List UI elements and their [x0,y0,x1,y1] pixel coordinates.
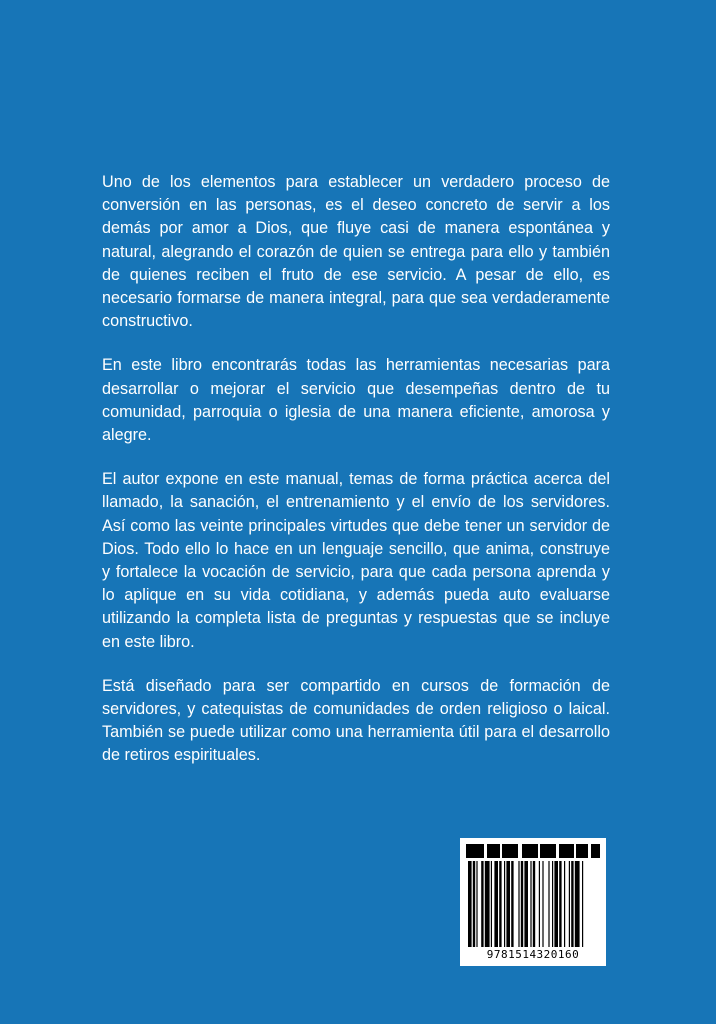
paragraph-2: En este libro encontrarás todas las herramientas necesarias para desarrollar o mejorar el servicio que desempeñas dentro de tu comunidad, parroquia o iglesia de una manera eficiente, amorosa y alegre. [102,356,610,445]
paragraph-3: El autor expone en este manual, temas de forma práctica acerca del llamado, la sanación, el entrenamiento y el envío de los servidores. Así como las veinte principales virtudes que debe tener un servidor de Dios. Todo ello lo hace en un lenguaje sencillo, que anima, construye y fortalece la vocación de servicio, para que cada persona aprenda y lo aplique en su vida cotidiana, y además pueda auto evaluarse utilizando la completa lista de preguntas y respuestas que se incluye en este libro. [102,470,610,651]
barcode-bar [533,861,535,947]
barcode-header-strip [466,844,600,858]
barcode-bar [506,861,510,947]
barcode-bar [491,861,492,947]
barcode-bar [575,861,580,947]
description-text [102,171,610,789]
barcode-bar [524,861,528,947]
barcode-bar [504,861,505,947]
barcode-bar [539,861,540,947]
barcode-bar [494,861,498,947]
isbn-barcode [460,838,606,966]
barcode-bar [468,861,472,947]
barcode-bar [569,861,570,947]
barcode-bar [582,861,583,947]
barcode-digits: 9781514320160 [486,948,580,961]
barcode-bar [530,861,531,947]
barcode-bar [521,861,523,947]
barcode-bar [473,861,475,947]
barcode-bars [468,861,598,947]
barcode-bar [559,861,561,947]
barcode-bar [554,861,558,947]
barcode-bar [518,861,519,947]
barcode-bar [542,861,543,947]
paragraph-4: Está diseñado para ser compartido en cursos de formación de servidores, y catequistas de comunidades de orden religioso o laical. También se puede utilizar como una herramienta útil para el desarrollo de retiros espirituales. [102,676,610,765]
barcode-bar [564,861,565,947]
barcode-bar [552,861,553,947]
barcode-bar [511,861,513,947]
barcode-bar [481,861,483,947]
barcode-bar [476,861,477,947]
paragraph-1: Uno de los elementos para establecer un verdadero proceso de conversión en las personas, es el deseo concreto de servir a los demás por amor a Dios, que fluye casi de manera espontánea y natural, alegrando el corazón de quien se entrega para ello y también de quienes reciben el fruto de ese servicio. A pesar de ello, es necesario formarse de manera integral, para que sea verdaderamente constructivo. [102,173,610,331]
barcode-bar [499,861,501,947]
barcode-bar [548,861,549,947]
barcode-bar [485,861,490,947]
barcode-bar [571,861,573,947]
